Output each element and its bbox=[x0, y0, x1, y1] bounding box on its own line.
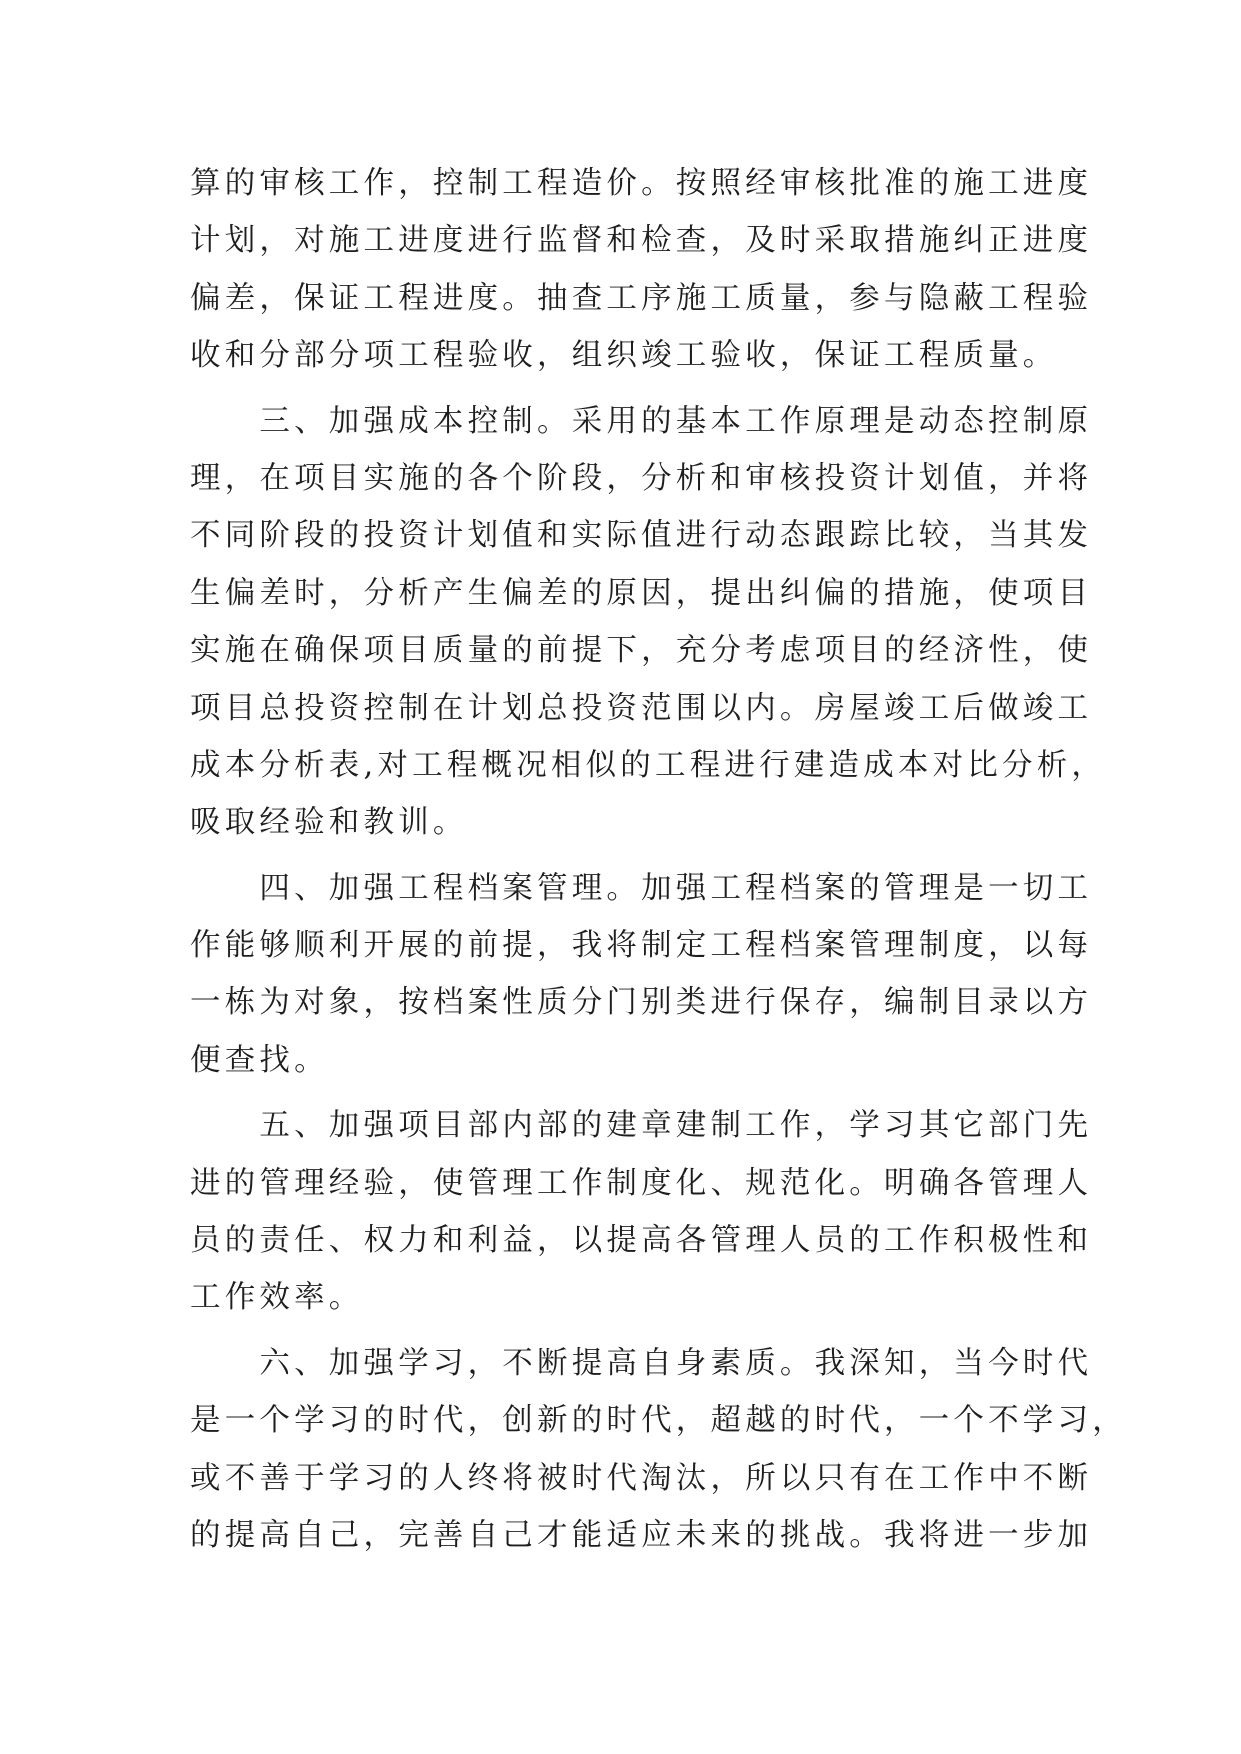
text-line: 便查找。 bbox=[190, 1042, 329, 1078]
text-line: 算的审核工作，控制工程造价。按照经审核批准的施工进度 bbox=[190, 166, 1093, 201]
text-line: 生偏差时，分析产生偏差的原因，提出纠偏的措施，使项目 bbox=[190, 575, 1093, 611]
text-line: 是一个学习的时代，创新的时代，超越的时代，一个不学习， bbox=[190, 1403, 1127, 1439]
text-line: 收和分部分项工程验收，组织竣工验收，保证工程质量。 bbox=[190, 338, 1058, 374]
text-line: 员的责任、权力和利益，以提高各管理人员的工作积极性和 bbox=[190, 1223, 1093, 1259]
text-line: 项目总投资控制在计划总投资范围以内。房屋竣工后做竣工 bbox=[190, 690, 1093, 726]
text-line: 不同阶段的投资计划值和实际值进行动态跟踪比较，当其发 bbox=[190, 518, 1093, 554]
text-line: 吸取经验和教训。 bbox=[190, 805, 468, 841]
text-line: 工作效率。 bbox=[190, 1280, 364, 1316]
paragraph-5-first-line: 五、加强项目部内部的建章建制工作，学习其它部门先 bbox=[190, 1108, 1093, 1144]
paragraph-4-first-line: 四、加强工程档案管理。加强工程档案的管理是一切工 bbox=[190, 870, 1093, 906]
text-line: 作能够顺利开展的前提，我将制定工程档案管理制度，以每 bbox=[190, 928, 1093, 964]
text-line: 一栋为对象，按档案性质分门别类进行保存，编制目录以方 bbox=[190, 985, 1093, 1021]
paragraph-6-first-line: 六、加强学习，不断提高自身素质。我深知，当今时代 bbox=[190, 1345, 1093, 1381]
text-line: 偏差，保证工程进度。抽查工序施工质量，参与隐蔽工程验 bbox=[190, 280, 1093, 316]
paragraph-3-first-line: 三、加强成本控制。采用的基本工作原理是动态控制原 bbox=[190, 403, 1093, 439]
text-line: 成本分析表,对工程概况相似的工程进行建造成本对比分析， bbox=[190, 747, 1107, 783]
text-line: 实施在确保项目质量的前提下，充分考虑项目的经济性，使 bbox=[190, 633, 1093, 669]
text-line: 或不善于学习的人终将被时代淘汰，所以只有在工作中不断 bbox=[190, 1460, 1093, 1496]
text-line: 的提高自己，完善自己才能适应未来的挑战。我将进一步加 bbox=[190, 1517, 1093, 1553]
document-body bbox=[190, 155, 1127, 1564]
text-line: 理，在项目实施的各个阶段，分析和审核投资计划值，并将 bbox=[190, 460, 1093, 496]
text-line: 计划，对施工进度进行监督和检查，及时采取措施纠正进度 bbox=[190, 223, 1093, 259]
text-line: 进的管理经验，使管理工作制度化、规范化。明确各管理人 bbox=[190, 1165, 1093, 1201]
